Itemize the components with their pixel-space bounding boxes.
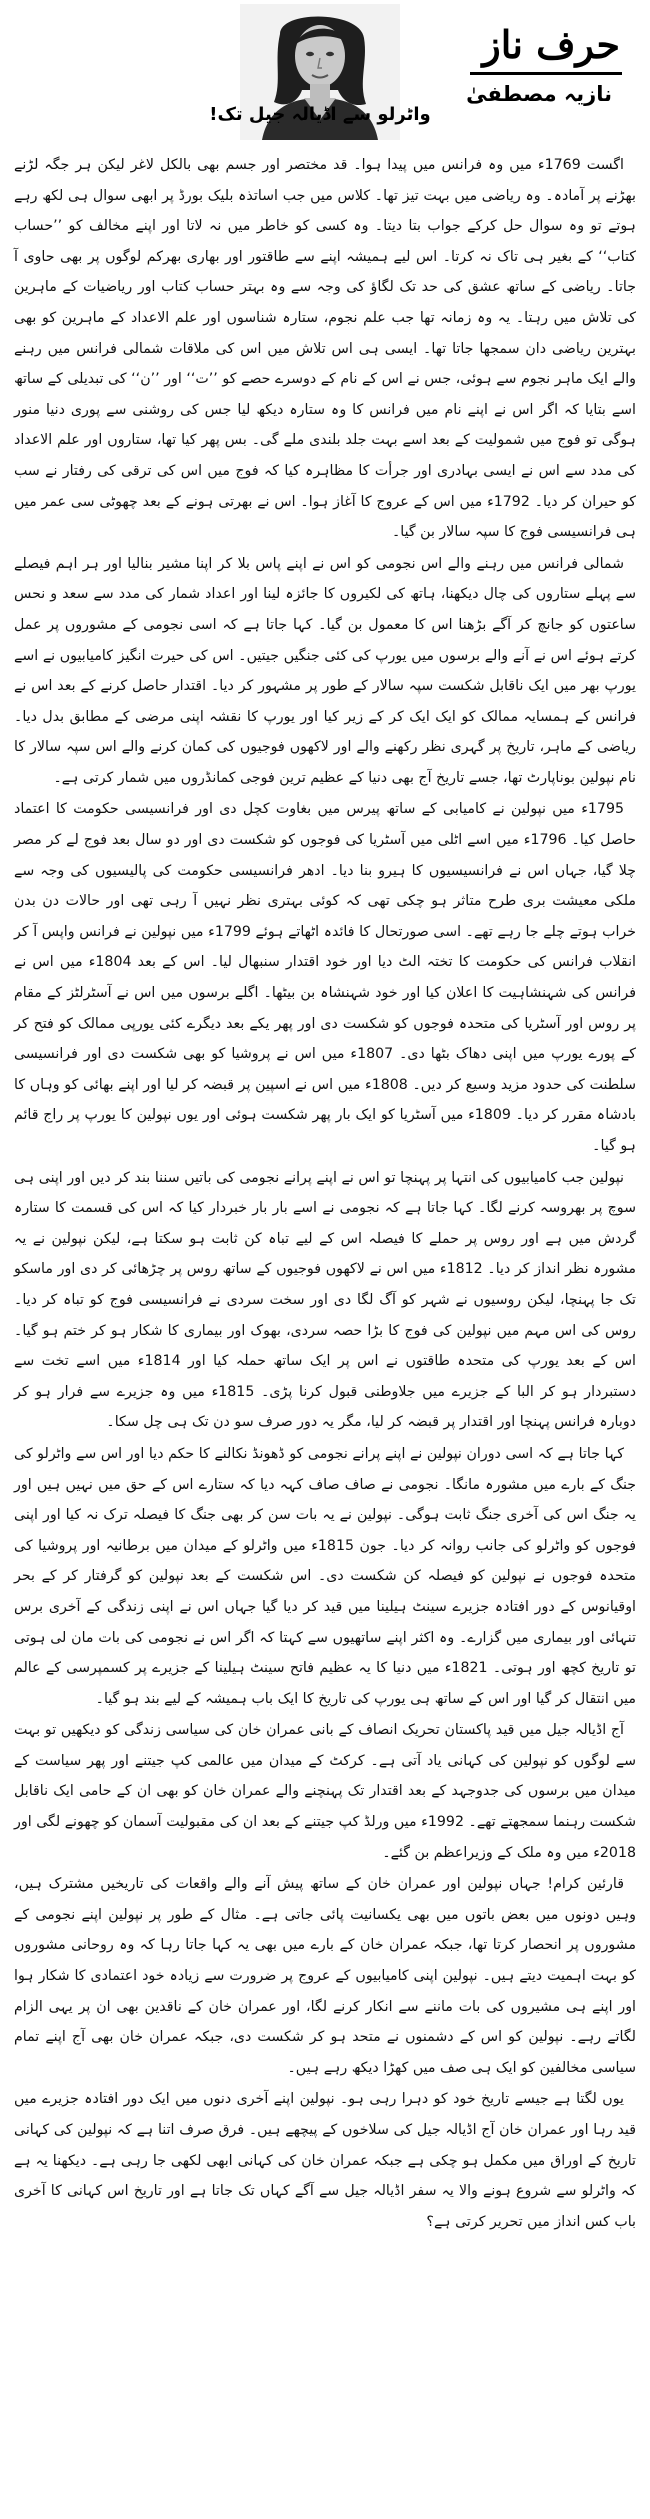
paragraph-2: شمالی فرانس میں رہنے والے اس نجومی کو اس نے اپنے پاس بلا کر اپنا مشیر بنالیا اور ہر اہم فیصلے سے پہلے ستاروں کی چال دیکھنا، ہاتھ کی لکیروں کا جائزہ لینا اور اعداد شمار کی مدد سے سعد و نحس ساعتوں کو جانچ کر آگے بڑھنا اس کا معمول بن گیا۔ کہا جاتا ہے کہ اسی نجومی کے مشوروں پر عمل کرتے ہوئے اس نے آنے والے برسوں میں یورپ کی کئی جنگیں جیتیں۔ اس کی حیرت انگیز کامیابیوں نے اسے یورپ بھر میں ایک ناقابل شکست سپہ سالار کے طور پر مشہور کر دیا۔ اقتدار حاصل کرنے کے بعد اس نے فرانس کے ہمسایہ ممالک کو ایک ایک کر کے زیر کیا اور یورپ کا نقشہ اپنی مرضی کے مطابق بدل دیا۔ ریاضی کے ماہر، تاریخ پر گہری نظر رکھنے والے اور لاکھوں فوجیوں کی کمان کرنے والے اس سپہ سالار کا نام نپولین بوناپارٹ تھا، جسے تاریخ آج بھی دنیا کے عظیم ترین فوجی کمانڈروں میں شمار کرتی ہے۔	[14, 555, 636, 786]
paragraph-8: یوں لگتا ہے جیسے تاریخ خود کو دہرا رہی ہو۔ نپولین اپنے آخری دنوں میں ایک دور افتادہ جزیرے میں قید رہا اور عمران خان آج اڈیالہ جیل کی سلاخوں کے پیچھے ہیں۔ فرق صرف اتنا ہے کہ نپولین کی کہانی تاریخ کے اوراق میں مکمل ہو چکی ہے جبکہ عمران خان کی کہانی ابھی لکھی جا رہی ہے۔ دیکھنا یہ ہے کہ واٹرلو سے شروع ہونے والا یہ سفر اڈیالہ جیل سے آگے کہاں تک جاتا ہے اور تاریخ اس کہانی کا آخری باب کس انداز میں تحریر کرتی ہے؟	[14, 2091, 636, 2230]
paragraph-4: نپولین جب کامیابیوں کی انتہا پر پہنچا تو اس نے اپنے پرانے نجومی کی باتیں سننا بند کر دیں اور اپنی ہی سوچ پر بھروسہ کرنے لگا۔ کہا جاتا ہے کہ نجومی نے اسے بار بار خبردار کیا کہ اس کی قسمت کا ستارہ گردش میں ہے اور روس پر حملے کا فیصلہ اس کے لیے تباہ کن ثابت ہو سکتا ہے، لیکن نپولین نے یہ مشورہ نظر انداز کر دیا۔ 1812ء میں اس نے لاکھوں فوجیوں کے ساتھ روس پر چڑھائی کر دی اور ماسکو تک جا پہنچا، لیکن روسیوں نے شہر کو آگ لگا دی اور سخت سردی نے فرانسیسی فوج کو تباہ کر دیا۔ روس کی اس مہم میں نپولین کی فوج کا بڑا حصہ سردی، بھوک اور بیماری کا شکار ہو کر ختم ہو گیا۔ اس کے بعد یورپ کی متحدہ طاقتوں نے اس پر ایک ساتھ حملہ کیا اور 1814ء میں اسے تخت سے دستبردار ہو کر البا کے جزیرے میں جلاوطنی قبول کرنا پڑی۔ 1815ء میں وہ جزیرے سے فرار ہو کر دوبارہ فرانس پہنچا اور اقتدار پر قبضہ کر لیا، مگر یہ دور صرف سو دن تک ہی چل سکا۔	[14, 1169, 637, 1431]
column-header	[0, 0, 650, 150]
paragraph-6: آج اڈیالہ جیل میں قید پاکستان تحریک انصاف کے بانی عمران خان کی سیاسی زندگی کو دیکھیں تو بہت سے لوگوں کو نپولین کی کہانی یاد آتی ہے۔ کرکٹ کے میدان میں عالمی کپ جیتنے اور پھر سیاست کے میدان میں برسوں کی جدوجہد کے بعد اقتدار تک پہنچنے والے عمران خان کو بھی ان کے حامی ایک ناقابل شکست رہنما سمجھتے تھے۔ 1992ء میں ورلڈ کپ جیتنے کے بعد ان کی مقبولیت آسمان کو چھونے لگی اور 2018ء میں وہ ملک کے وزیراعظم بن گئے۔	[14, 1722, 636, 1861]
article-body	[14, 150, 636, 2237]
paragraph-3: 1795ء میں نپولین نے کامیابی کے ساتھ پیرس میں بغاوت کچل دی اور فرانسیسی حکومت کا اعتماد حاصل کیا۔ 1796ء میں اسے اٹلی میں آسٹریا کی فوجوں کو شکست دی اور دو سال بعد فوج لے کر مصر چلا گیا، جہاں اس نے فرانسیسیوں کا ہیرو بنا دیا۔ ادھر فرانسیسی حکومت کی پالیسیوں کی وجہ سے ملکی معیشت بری طرح متاثر ہو چکی تھی کہ کوئی بہتری نظر نہیں آ رہی تھی اور حالات دن بدن خراب ہوتے چلے جا رہے تھے۔ اسی صورتحال کا فائدہ اٹھاتے ہوئے 1799ء میں نپولین نے فرانس واپس آ کر انقلاب فرانس کی حکومت کا تختہ الٹ دیا اور خود اقتدار سنبھال لیا۔ اس کے بعد 1804ء میں اس نے فرانس کی شہنشاہیت کا اعلان کیا اور خود شہنشاہ بن بیٹھا۔ اگلے برسوں میں اس نے آسٹرلٹز کے مقام پر روس اور آسٹریا کی متحدہ فوجوں کو شکست دی اور پھر یکے بعد دیگرے کئی یورپی ممالک کو فتح کر کے پورے یورپ میں اپنی دھاک بٹھا دی۔ 1807ء میں اس نے پروشیا کو بھی شکست دی اور فرانسیسی سلطنت کی حدود مزید وسیع کر دیں۔ 1808ء میں اس نے اسپین پر قبضہ کر لیا اور اپنے بھائی کو وہاں کا بادشاہ مقرر کر دیا۔ 1809ء میں آسٹریا کو ایک بار پھر شکست ہوئی اور یوں نپولین کا یورپ پر راج قائم ہو گیا۔	[14, 801, 637, 1154]
paragraph-5: کہا جاتا ہے کہ اسی دوران نپولین نے اپنے پرانے نجومی کو ڈھونڈ نکالنے کا حکم دیا اور اس سے واٹرلو کی جنگ کے بارے میں مشورہ مانگا۔ نجومی نے صاف صاف کہہ دیا کہ ستارے اس کے حق میں نہیں ہیں اور یہ جنگ اس کی آخری جنگ ثابت ہوگی۔ نپولین نے یہ بات سن کر بھی جنگ کا فیصلہ ترک نہ کیا اور اپنی فوجوں کو واٹرلو کی جانب روانہ کر دیا۔ جون 1815ء میں واٹرلو کے میدان میں برطانیہ اور پروشیا کی متحدہ فوجوں نے نپولین کو فیصلہ کن شکست دی۔ اس شکست کے بعد نپولین کو گرفتار کر کے بحر اوقیانوس کے دور افتادہ جزیرے سینٹ ہیلینا میں قید کر دیا گیا جہاں اس نے اپنی زندگی کے آخری برس تنہائی اور بیماری میں گزارے۔ وہ اکثر اپنے ساتھیوں سے کہتا کہ اگر اس نے نجومی کی بات مان لی ہوتی تو تاریخ کچھ اور ہوتی۔ 1821ء میں دنیا کا یہ عظیم فاتح سینٹ ہیلینا کے جزیرے پر کسمپرسی کے عالم میں انتقال کر گیا اور اس کے ساتھ ہی یورپ کی تاریخ کا ایک باب ہمیشہ کے لیے بند ہو گیا۔	[14, 1445, 636, 1707]
paragraph-7: قارئین کرام! جہاں نپولین اور عمران خان کے ساتھ پیش آنے والے واقعات کی تاریخیں مشترک ہیں، وہیں دونوں میں بعض باتوں میں بھی یکسانیت پائی جاتی ہے۔ مثال کے طور پر نپولین اپنے نجومی کے مشوروں پر انحصار کرتا تھا، جبکہ عمران خان کے بارے میں بھی یہ کہا جاتا رہا کہ وہ روحانی مشوروں کو بہت اہمیت دیتے ہیں۔ نپولین اپنی کامیابیوں کے عروج پر ضرورت سے زیادہ خود اعتمادی کا شکار ہوا اور اپنے ہی مشیروں کی بات ماننے سے انکار کرنے لگا، اور عمران خان کے ناقدین بھی ان پر یہی الزام لگاتے رہے۔ نپولین کو اس کے دشمنوں نے متحد ہو کر شکست دی، جبکہ عمران خان بھی آج اپنے تمام سیاسی مخالفین کو ایک ہی صف میں کھڑا دیکھ رہے ہیں۔	[14, 1876, 636, 2076]
column-title-rule	[470, 72, 622, 75]
author-name: نازیہ مصطفیٰ	[466, 82, 612, 106]
article-headline: واٹرلو سے اڈیالہ جیل تک!	[209, 104, 431, 125]
paragraph-1: اگست 1769ء میں وہ فرانس میں پیدا ہوا۔ قد مختصر اور جسم بھی بالکل لاغر لیکن ہر جگہ لڑنے بھڑنے پر آمادہ۔ وہ ریاضی میں بہت تیز تھا۔ کلاس میں جب اساتذہ بلیک بورڈ پر ابھی سوال ہی لکھ رہے ہوتے تو وہ سوال حل کرکے جواب بتا دیتا۔ وہ کسی کو خاطر میں نہ لاتا اور اپنے مخالف کو ’’حساب کتاب‘‘ کے بغیر ہی تاک نہ کرتا۔ اس لیے ہمیشہ اپنے سے طاقتور اور بھاری بھرکم لوگوں پر بھی حاوی آ جاتا۔ ریاضی کے ساتھ عشق کی حد تک لگاؤ کی وجہ سے وہ بہتر حساب کتاب اور ریاضیات کے ماہرین کی تلاش میں رہتا۔ یہ وہ زمانہ تھا جب علم نجوم، ستارہ شناسوں اور علم الاعداد کے ماہرین کو بھی بہترین ریاضی دان سمجھا جاتا تھا۔ ایسی ہی اس تلاش میں اس کی ملاقات شمالی فرانس میں رہنے والے ایک ماہر نجوم سے ہوئی، جس نے اس کے نام کے دوسرے حصے کو ’’ت‘‘ اور ’’ن‘‘ کی تبدیلی کے ساتھ اسے بتایا کہ اگر اس نے اپنے نام میں فرانس کا وہ ستارہ دیکھ لیا جس کی روشنی سے پوری دنیا منور ہوگی تو فوج میں شمولیت کے بعد اسے بہت جلد بلندی ملے گی۔ بس پھر کیا تھا، ستاروں اور علم الاعداد کی مدد سے اس نے ایسی بہادری اور جرأت کا مظاہرہ کیا کہ فوج میں اس کی ترقی کی رفتار نے سب کو حیران کر دیا۔ 1792ء میں اس کے عروج کا آغاز ہوا۔ اس نے بھرتی ہونے کے بعد چھوٹی سی عمر میں ہی فرانسیسی فوج کا سپہ سالار بن گیا۔	[14, 157, 636, 541]
column-title: حرف ناز	[482, 22, 620, 67]
